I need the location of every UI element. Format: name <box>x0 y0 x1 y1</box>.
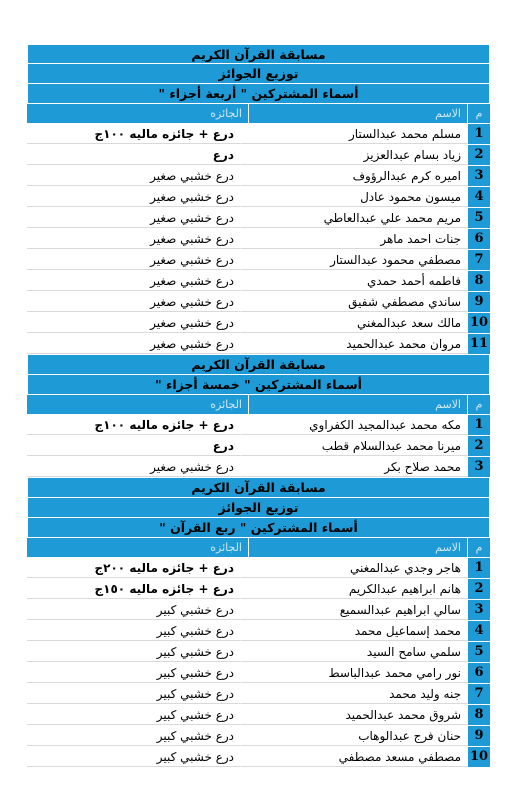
prize-cell: درع خشبي كبير <box>27 621 240 641</box>
table-row <box>27 457 490 478</box>
participant-name: هاجر وجدي عبدالمغني <box>240 558 468 578</box>
prize-cell: درع خشبي كبير <box>27 684 240 704</box>
prize-cell: درع خشبي صغير <box>27 166 240 186</box>
prize-cell: درع خشبي صغير <box>27 229 240 249</box>
table-row <box>27 558 490 579</box>
prize-cell: درع خشبي كبير <box>27 663 240 683</box>
prize-cell: درع خشبي كبير <box>27 705 240 725</box>
participant-name: ساندي مصطفي شفيق <box>240 292 468 312</box>
table-row <box>27 684 490 705</box>
prize-cell: درع خشبي صغير <box>27 313 240 333</box>
prize-cell: درع خشبي صغير <box>27 292 240 312</box>
table-row <box>27 705 490 726</box>
prize-cell: درع خشبي صغير <box>27 250 240 270</box>
table-row <box>27 313 490 334</box>
row-number: 8 <box>468 705 490 725</box>
table-row <box>27 208 490 229</box>
table-row <box>27 579 490 600</box>
table-header <box>27 395 490 415</box>
table-row <box>27 663 490 684</box>
table-header <box>27 104 490 124</box>
participant-name: محمد إسماعيل محمد <box>240 621 468 641</box>
table-row <box>27 145 490 166</box>
prize-cell: درع خشبي صغير <box>27 208 240 228</box>
section-heading: أسماء المشتركين " خمسة أجزاء " <box>27 375 490 395</box>
header-name: الاسم <box>248 538 468 557</box>
row-number: 9 <box>468 726 490 746</box>
section-title-band: مسابقة القرآن الكريم <box>27 355 490 375</box>
participant-name: مالك سعد عبدالمغني <box>240 313 468 333</box>
row-number: 11 <box>468 334 490 354</box>
header-prize: الجائزه <box>210 107 242 120</box>
participant-name: ميسون محمود عادل <box>240 187 468 207</box>
row-number: 8 <box>468 271 490 291</box>
header-prize: الجائزه <box>210 541 242 554</box>
section-title-band: توزيع الجوائز <box>27 498 490 518</box>
awards-sheet <box>27 44 490 768</box>
prize-cell: درع + جائزه ماليه ١٥٠ج <box>27 579 240 599</box>
participant-name: جنات احمد ماهر <box>240 229 468 249</box>
participant-name: مكه محمد عبدالمجيد الكفراوي <box>240 415 468 435</box>
table-row <box>27 415 490 436</box>
participant-name: زياد بسام عبدالعزيز <box>240 145 468 165</box>
table-row <box>27 271 490 292</box>
table-row <box>27 250 490 271</box>
table-row <box>27 642 490 663</box>
row-number: 3 <box>468 166 490 186</box>
section-heading: أسماء المشتركين " أربعة أجزاء " <box>27 84 490 104</box>
section-heading: أسماء المشتركين " ربع القرآن " <box>27 518 490 538</box>
row-number: 4 <box>468 187 490 207</box>
participant-name: محمد صلاح بكر <box>240 457 468 477</box>
row-number: 9 <box>468 292 490 312</box>
row-number: 1 <box>468 558 490 578</box>
header-number: م <box>475 541 483 554</box>
table-row <box>27 124 490 145</box>
prize-cell: درع <box>27 145 240 165</box>
participant-name: فاطمه أحمد حمدي <box>240 271 468 291</box>
row-number: 7 <box>468 250 490 270</box>
row-number: 6 <box>468 663 490 683</box>
participant-name: مروان محمد عبدالحميد <box>240 334 468 354</box>
participant-name: مصطفي محمود عبدالستار <box>240 250 468 270</box>
table-row <box>27 621 490 642</box>
participant-name: نور رامي محمد عبدالباسط <box>240 663 468 683</box>
header-number: م <box>475 107 483 120</box>
participant-name: جنه وليد محمد <box>240 684 468 704</box>
participant-name: هانم ابراهيم عبدالكريم <box>240 579 468 599</box>
prize-cell: درع خشبي كبير <box>27 726 240 746</box>
prize-cell: درع خشبي كبير <box>27 747 240 767</box>
table-row <box>27 292 490 313</box>
row-number: 2 <box>468 579 490 599</box>
row-number: 10 <box>468 313 490 333</box>
table-header <box>27 538 490 558</box>
row-number: 7 <box>468 684 490 704</box>
participant-name: سالي ابراهيم عبدالسميع <box>240 600 468 620</box>
section-1 <box>27 44 490 355</box>
table-row <box>27 187 490 208</box>
table-row <box>27 747 490 768</box>
table-row <box>27 726 490 747</box>
row-number: 2 <box>468 436 490 456</box>
participant-name: ميرنا محمد عبدالسلام قطب <box>240 436 468 456</box>
table-row <box>27 334 490 355</box>
prize-cell: درع خشبي صغير <box>27 271 240 291</box>
row-number: 10 <box>468 747 490 767</box>
row-number: 5 <box>468 642 490 662</box>
header-number: م <box>475 398 483 411</box>
participant-name: مريم محمد علي عبدالعاطي <box>240 208 468 228</box>
header-name: الاسم <box>248 104 468 123</box>
row-number: 4 <box>468 621 490 641</box>
participant-name: سلمي سامح السيد <box>240 642 468 662</box>
row-number: 2 <box>468 145 490 165</box>
row-number: 1 <box>468 124 490 144</box>
prize-cell: درع + جائزه ماليه ٢٠٠ج <box>27 558 240 578</box>
table-row <box>27 600 490 621</box>
table-row <box>27 166 490 187</box>
row-number: 5 <box>468 208 490 228</box>
prize-cell: درع + جائزه ماليه ١٠٠ج <box>27 124 240 144</box>
row-number: 6 <box>468 229 490 249</box>
row-number: 3 <box>468 457 490 477</box>
section-title-band: مسابقة القرآن الكريم <box>27 44 490 64</box>
row-number: 1 <box>468 415 490 435</box>
participant-name: مسلم محمد عبدالستار <box>240 124 468 144</box>
prize-cell: درع خشبي صغير <box>27 457 240 477</box>
prize-cell: درع خشبي صغير <box>27 334 240 354</box>
table-row <box>27 436 490 457</box>
section-title-band: توزيع الجوائز <box>27 64 490 84</box>
header-prize: الجائزه <box>210 398 242 411</box>
section-3 <box>27 478 490 768</box>
prize-cell: درع <box>27 436 240 456</box>
prize-cell: درع + جائزه ماليه ١٠٠ج <box>27 415 240 435</box>
table-row <box>27 229 490 250</box>
header-name: الاسم <box>248 395 468 414</box>
participant-name: حنان فرج عبدالوهاب <box>240 726 468 746</box>
prize-cell: درع خشبي صغير <box>27 187 240 207</box>
prize-cell: درع خشبي كبير <box>27 600 240 620</box>
prize-cell: درع خشبي كبير <box>27 642 240 662</box>
participant-name: مصطفي مسعد مصطفي <box>240 747 468 767</box>
section-title-band: مسابقة القرآن الكريم <box>27 478 490 498</box>
row-number: 3 <box>468 600 490 620</box>
participant-name: شروق محمد عبدالحميد <box>240 705 468 725</box>
participant-name: اميره كرم عبدالرؤوف <box>240 166 468 186</box>
section-2 <box>27 355 490 478</box>
